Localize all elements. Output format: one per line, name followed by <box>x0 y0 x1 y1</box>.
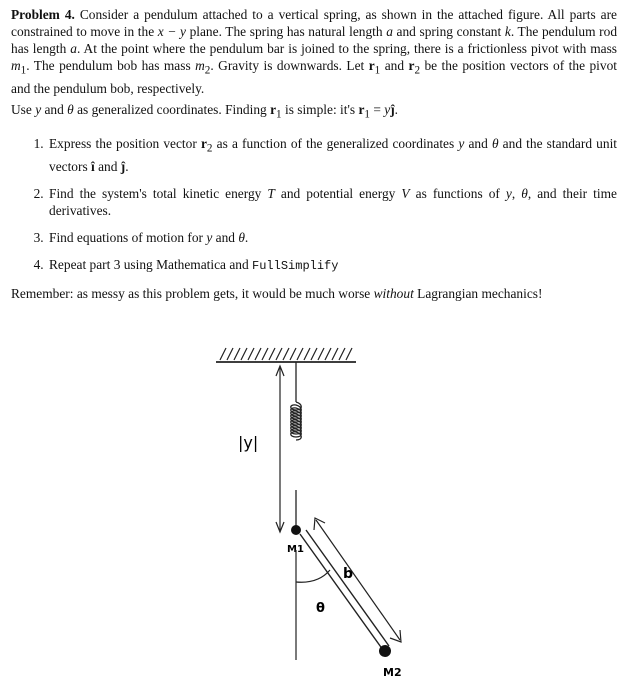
task-item-2: 2. Find the system's total kinetic energy T and potential energy V as functions of y, θ, and their time derivatives. <box>47 185 617 219</box>
remember-note: Remember: as messy as this problem gets, it would be much worse without Lagrangian mechanics! <box>11 286 543 302</box>
coordinates-line: Use y and θ as generalized coordinates. Finding $r_1$ is simple: it's $r_1$ = yĵ. <box>11 101 399 121</box>
m2-label: M2 <box>383 666 402 679</box>
y-dimension-arrow <box>276 366 284 532</box>
task-item-3: 3. Find equations of motion for y and θ. <box>47 229 617 246</box>
task-item-4: 4. Repeat part 3 using Mathematica and FullSimplify <box>47 256 617 275</box>
pendulum-bob <box>379 645 391 657</box>
problem-label: Problem 4. <box>11 7 75 22</box>
rod-length-arrow <box>314 518 401 642</box>
task-item-1: 1. Express the position vector $r_2$ as a function of the generalized coordinates y and θ and the standard unit vectors î and ĵ. <box>47 135 617 175</box>
rod-label: b <box>343 566 354 582</box>
y-label: |y| <box>238 433 259 452</box>
angle-arc <box>296 570 330 582</box>
m1-label: M1 <box>287 544 304 555</box>
pivot-mass <box>291 525 301 535</box>
pendulum-rod <box>300 530 389 650</box>
ceiling-hatch <box>216 348 356 362</box>
spring <box>291 362 302 528</box>
theta-label: θ <box>316 601 325 616</box>
problem-intro: Problem 4. Consider a pendulum attached to a vertical spring, as shown in the attached figure. All parts are constrained to move in the x − y plane. The spring has natural length a and spring constant k. The pendulum rod has length a. At the point where the pendulum bar is joined to the spring, there is a frictionless pivot with mass $m_1$. The pendulum bob has mass $m_2$. Gravity is downwards. Let $r_1$ and $r_2$ be the position vectors of the pivot and the pendulum bob, respectively. <box>11 7 618 96</box>
